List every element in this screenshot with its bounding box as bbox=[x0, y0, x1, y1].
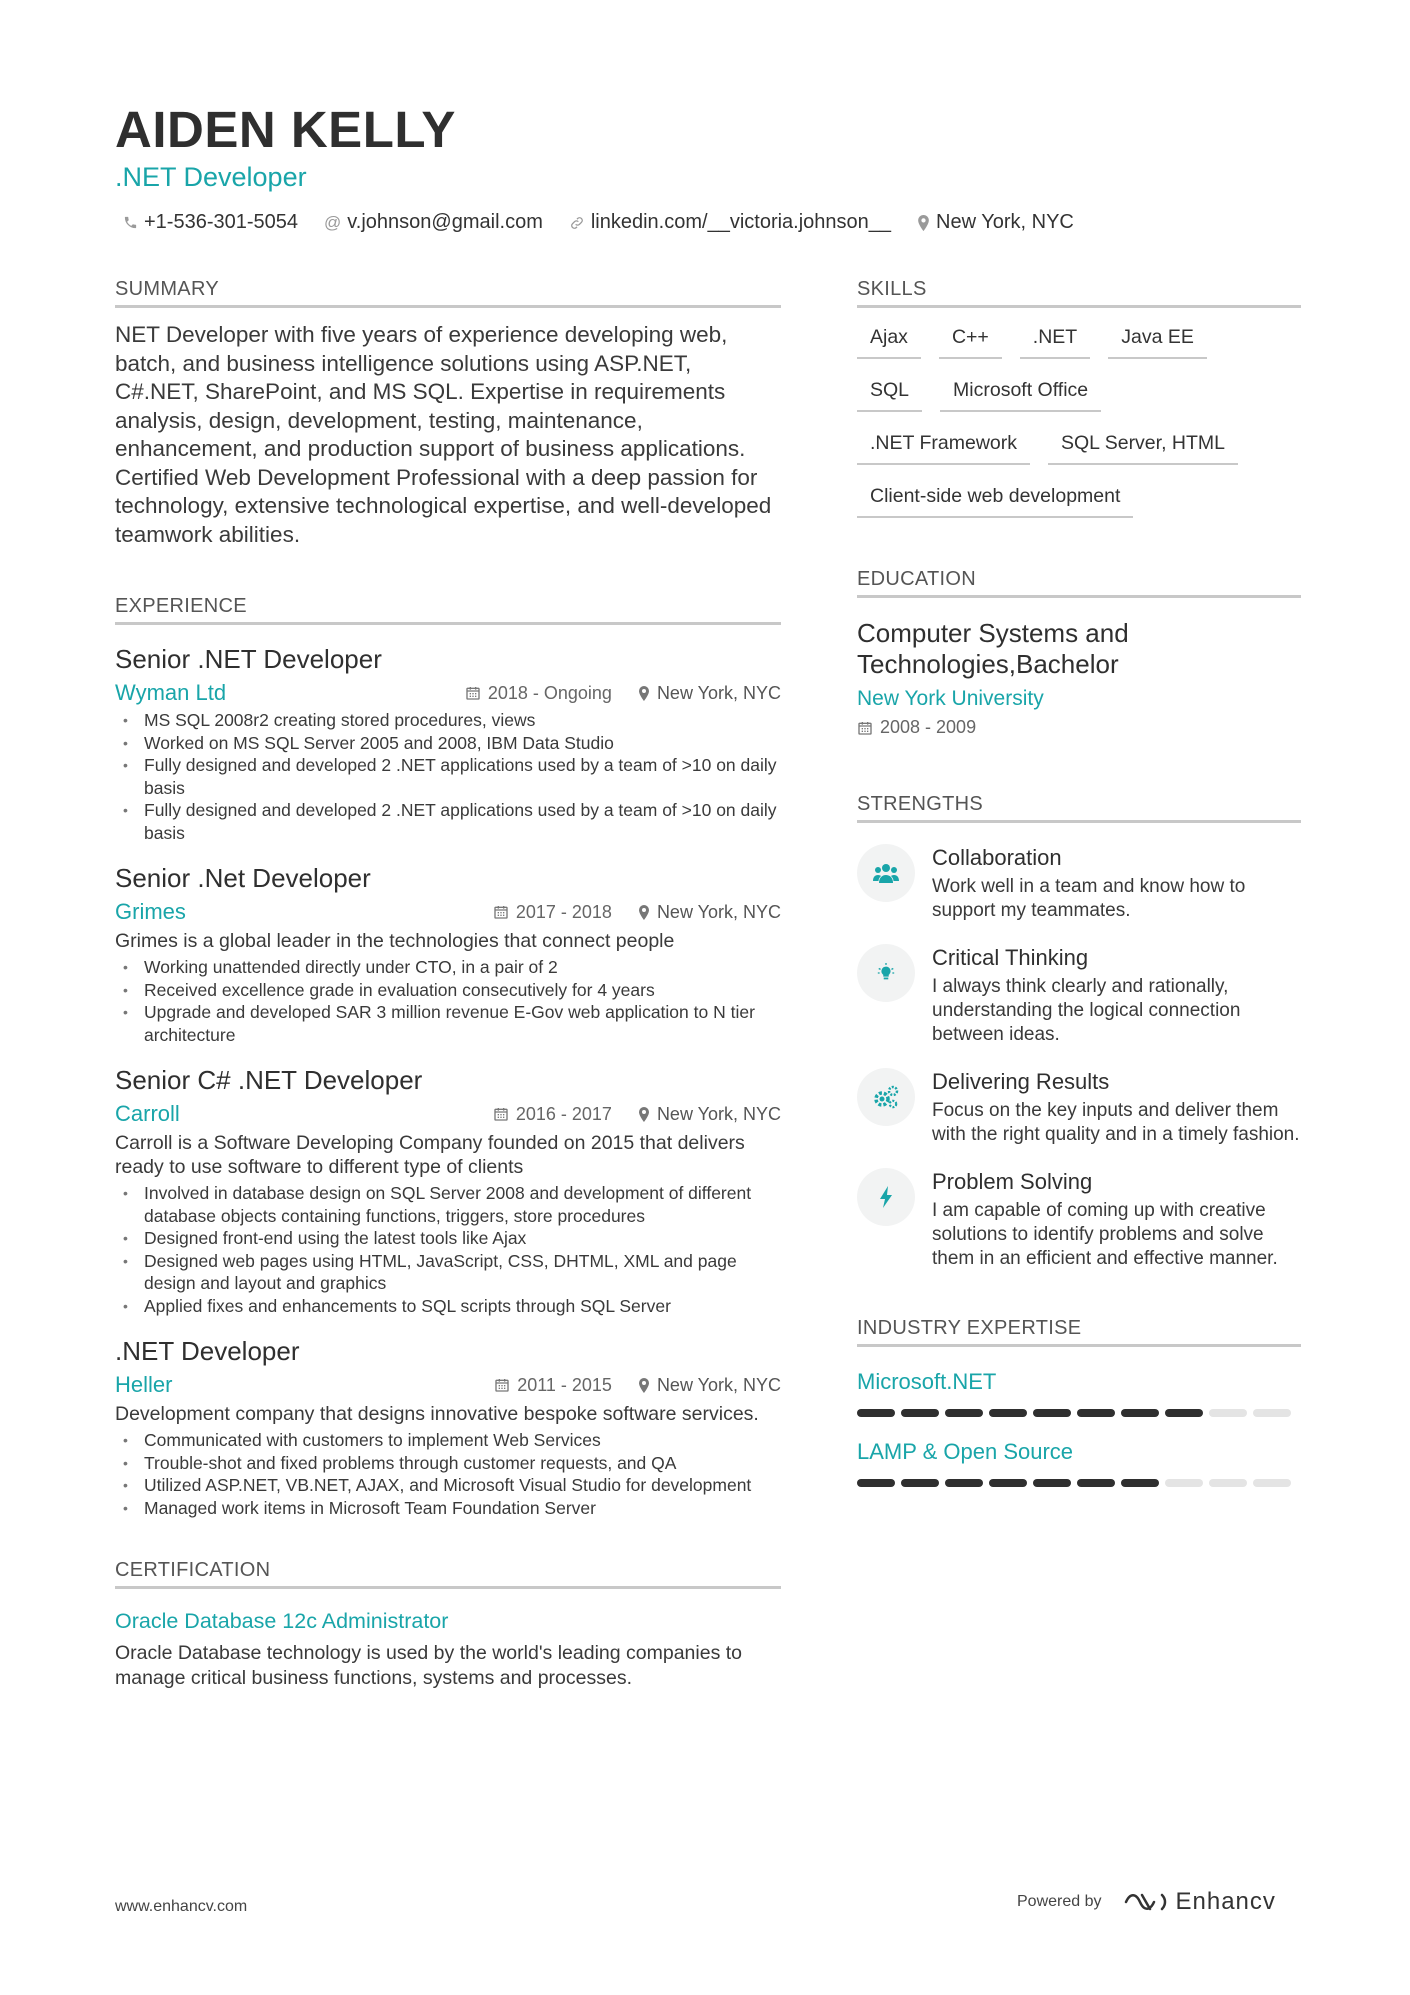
job-location-text: New York, NYC bbox=[656, 682, 781, 703]
job-title: Senior C# .NET Developer bbox=[115, 1065, 423, 1095]
strength-description: I am capable of coming up with creative solutions to identify problems and solve them in an efficient and effective manner. bbox=[932, 1200, 1278, 1269]
job-dates bbox=[493, 1104, 612, 1125]
level-dot bbox=[1121, 1479, 1159, 1487]
job-location bbox=[638, 1104, 781, 1125]
at-icon: @ bbox=[324, 212, 342, 232]
job-meta bbox=[115, 1101, 781, 1127]
job-dates-text: 2011 - 2015 bbox=[517, 1374, 612, 1395]
strength-title: Critical Thinking bbox=[932, 945, 1089, 970]
job-bullet: • Utilized ASP.NET, VB.NET, AJAX, and Microsoft Visual Studio for development bbox=[115, 1474, 781, 1497]
strength-item bbox=[857, 844, 1301, 923]
job-bullet: • MS SQL 2008r2 creating stored procedures, views bbox=[115, 709, 781, 732]
phone-icon bbox=[123, 215, 138, 230]
contact-linkedin[interactable] bbox=[569, 211, 891, 234]
location-pin-icon bbox=[638, 905, 650, 920]
footer-powered-by bbox=[1017, 1888, 1276, 1916]
job-bullet: • Upgrade and developed SAR 3 million revenue E-Gov web application to N tier architecture bbox=[115, 1001, 781, 1046]
strengths-list bbox=[857, 844, 1301, 1271]
strength-item bbox=[857, 1168, 1301, 1271]
job-bullet: • Designed front-end using the latest tools like Ajax bbox=[115, 1227, 781, 1250]
job-bullets bbox=[115, 1429, 781, 1519]
experience-list bbox=[115, 643, 781, 1519]
level-dot bbox=[945, 1409, 983, 1417]
powered-by-text: Powered by bbox=[1017, 1893, 1102, 1910]
job-bullet: • Designed web pages using HTML, JavaScript, CSS, DHTML, XML and page design and layout and graphics bbox=[115, 1250, 781, 1295]
skills-list bbox=[857, 318, 1301, 530]
job-bullets bbox=[115, 1182, 781, 1317]
job-meta-right bbox=[468, 1375, 781, 1396]
location-pin-icon bbox=[917, 215, 930, 231]
skill-tag: SQL bbox=[857, 371, 922, 412]
strength-title: Delivering Results bbox=[932, 1069, 1110, 1094]
strength-body bbox=[932, 844, 1301, 923]
link-icon bbox=[569, 215, 585, 231]
job-description: Carroll is a Software Developing Company founded on 2015 that delivers ready to use software to different type of clients bbox=[115, 1132, 745, 1178]
education-dates-text: 2008 - 2009 bbox=[880, 717, 977, 737]
job-company: Carroll bbox=[115, 1101, 180, 1126]
level-dot bbox=[901, 1479, 939, 1487]
enhancv-logo[interactable] bbox=[1124, 1888, 1276, 1916]
level-dot bbox=[1033, 1409, 1071, 1417]
job-company: Heller bbox=[115, 1372, 173, 1397]
job-bullet: • Trouble-shot and fixed problems through customer requests, and QA bbox=[115, 1452, 781, 1475]
level-dot bbox=[1121, 1409, 1159, 1417]
calendar-icon bbox=[465, 685, 481, 701]
contact-location bbox=[917, 211, 1074, 234]
contact-bar bbox=[123, 211, 1100, 234]
certification-description: Oracle Database technology is used by the world's leading companies to manage critical business functions, systems and processes. bbox=[115, 1642, 742, 1689]
calendar-icon bbox=[493, 904, 509, 920]
job-dates bbox=[493, 902, 612, 923]
job-meta bbox=[115, 899, 781, 925]
certification-name: Oracle Database 12c Administrator bbox=[115, 1609, 449, 1633]
job-entry bbox=[115, 862, 781, 1046]
skill-tag: Client-side web development bbox=[857, 477, 1133, 518]
job-title: .NET Developer bbox=[115, 1336, 300, 1366]
skill-tag: SQL Server, HTML bbox=[1048, 424, 1238, 465]
level-dot bbox=[857, 1409, 895, 1417]
industry-expertise-list bbox=[857, 1369, 1301, 1487]
level-dot bbox=[1165, 1409, 1203, 1417]
strength-description: Focus on the key inputs and deliver them with the right quality and in a timely fashion. bbox=[932, 1100, 1300, 1145]
strength-body bbox=[932, 1168, 1301, 1271]
job-bullet: • Fully designed and developed 2 .NET applications used by a team of >10 on daily basis bbox=[115, 754, 781, 799]
job-dates bbox=[465, 683, 612, 704]
location-pin-icon bbox=[638, 1378, 650, 1393]
candidate-role: .NET Developer bbox=[115, 162, 307, 192]
bolt-icon bbox=[857, 1168, 915, 1226]
industry-name: Microsoft.NET bbox=[857, 1369, 997, 1394]
location-text: New York, NYC bbox=[936, 211, 1074, 233]
job-bullet: • Fully designed and developed 2 .NET applications used by a team of >10 on daily basis bbox=[115, 799, 781, 844]
job-dates-text: 2016 - 2017 bbox=[515, 1103, 612, 1124]
job-location-text: New York, NYC bbox=[656, 1103, 781, 1124]
skills-heading: SKILLS bbox=[857, 278, 1301, 308]
job-dates-text: 2018 - Ongoing bbox=[487, 682, 612, 703]
job-bullet: • Involved in database design on SQL Server 2008 and development of different database objects containing functions, triggers, store procedures bbox=[115, 1182, 781, 1227]
industry-level-bar bbox=[857, 1479, 1301, 1487]
job-location bbox=[638, 683, 781, 704]
certification-heading: CERTIFICATION bbox=[115, 1559, 781, 1589]
enhancv-logo-mark-icon bbox=[1124, 1891, 1168, 1913]
job-dates bbox=[494, 1375, 612, 1396]
calendar-icon bbox=[494, 1377, 510, 1393]
linkedin-text: linkedin.com/__victoria.johnson__ bbox=[590, 211, 892, 233]
level-dot bbox=[901, 1409, 939, 1417]
skill-tag: .NET Framework bbox=[857, 424, 1030, 465]
job-dates-text: 2017 - 2018 bbox=[515, 901, 612, 922]
education-heading: EDUCATION bbox=[857, 568, 1301, 598]
job-bullet: • Applied fixes and enhancements to SQL scripts through SQL Server bbox=[115, 1295, 781, 1318]
level-dot bbox=[857, 1479, 895, 1487]
strength-description: Work well in a team and know how to support my teammates. bbox=[932, 876, 1246, 921]
job-meta bbox=[115, 680, 781, 706]
left-column bbox=[115, 278, 781, 1690]
job-bullet: • Communicated with customers to implement Web Services bbox=[115, 1429, 781, 1452]
job-bullets bbox=[115, 709, 781, 844]
level-dot bbox=[1165, 1479, 1203, 1487]
level-dot bbox=[1209, 1409, 1247, 1417]
job-entry bbox=[115, 643, 781, 844]
people-icon bbox=[857, 844, 915, 902]
strength-description: I always think clearly and rationally, understanding the logical connection between ideas. bbox=[932, 976, 1241, 1045]
right-column bbox=[857, 278, 1301, 1487]
email-text: v.johnson@gmail.com bbox=[347, 211, 543, 233]
job-meta-right bbox=[467, 1104, 781, 1125]
industry-expertise-heading: INDUSTRY EXPERTISE bbox=[857, 1317, 1301, 1347]
experience-heading: EXPERIENCE bbox=[115, 595, 781, 625]
strength-title: Collaboration bbox=[932, 845, 1062, 870]
job-bullets bbox=[115, 956, 781, 1046]
job-entry bbox=[115, 1064, 781, 1317]
skill-tag: Ajax bbox=[857, 318, 921, 359]
strength-body bbox=[932, 1068, 1301, 1147]
industry-item bbox=[857, 1369, 1301, 1417]
strengths-heading: STRENGTHS bbox=[857, 793, 1301, 823]
strength-body bbox=[932, 944, 1301, 1047]
education-dates bbox=[857, 717, 1301, 738]
calendar-icon bbox=[857, 720, 873, 736]
job-location-text: New York, NYC bbox=[656, 901, 781, 922]
footer-website[interactable]: www.enhancv.com bbox=[115, 1898, 248, 1915]
job-bullet: • Worked on MS SQL Server 2005 and 2008, IBM Data Studio bbox=[115, 732, 781, 755]
job-location bbox=[638, 902, 781, 923]
location-pin-icon bbox=[638, 1107, 650, 1122]
candidate-name: AIDEN KELLY bbox=[115, 101, 456, 158]
strength-title: Problem Solving bbox=[932, 1169, 1093, 1194]
level-dot bbox=[945, 1479, 983, 1487]
job-meta-right bbox=[467, 902, 781, 923]
job-location bbox=[638, 1375, 781, 1396]
skill-tag: Java EE bbox=[1108, 318, 1207, 359]
skill-tag: Microsoft Office bbox=[940, 371, 1101, 412]
calendar-icon bbox=[493, 1106, 509, 1122]
skill-tag: .NET bbox=[1020, 318, 1090, 359]
contact-email[interactable] bbox=[324, 211, 543, 234]
education-school: New York University bbox=[857, 687, 1044, 710]
level-dot bbox=[1253, 1479, 1291, 1487]
job-bullet: • Working unattended directly under CTO, in a pair of 2 bbox=[115, 956, 781, 979]
job-meta bbox=[115, 1372, 781, 1398]
job-bullet: • Received excellence grade in evaluation consecutively for 4 years bbox=[115, 979, 781, 1002]
enhancv-logo-text: Enhancv bbox=[1175, 1888, 1276, 1915]
job-title: Senior .Net Developer bbox=[115, 863, 371, 893]
industry-item bbox=[857, 1439, 1301, 1487]
level-dot bbox=[989, 1409, 1027, 1417]
job-location-text: New York, NYC bbox=[656, 1374, 781, 1395]
level-dot bbox=[1077, 1479, 1115, 1487]
industry-name: LAMP & Open Source bbox=[857, 1439, 1074, 1464]
job-company: Grimes bbox=[115, 899, 186, 924]
level-dot bbox=[1077, 1409, 1115, 1417]
level-dot bbox=[1209, 1479, 1247, 1487]
job-description: Development company that designs innovative bespoke software services. bbox=[115, 1403, 759, 1425]
industry-level-bar bbox=[857, 1409, 1301, 1417]
job-company: Wyman Ltd bbox=[115, 680, 227, 705]
location-pin-icon bbox=[638, 686, 650, 701]
job-bullet: • Managed work items in Microsoft Team Foundation Server bbox=[115, 1497, 781, 1520]
education-degree: Computer Systems and Technologies,Bachelor bbox=[857, 618, 1129, 679]
job-entry bbox=[115, 1335, 781, 1519]
lightbulb-icon bbox=[857, 944, 915, 1002]
contact-phone[interactable] bbox=[123, 211, 298, 234]
level-dot bbox=[989, 1479, 1027, 1487]
skill-tag: C++ bbox=[939, 318, 1002, 359]
summary-text: NET Developer with five years of experience developing web, batch, and business intelligence solutions using ASP.NET, C#.NET, SharePoint, and MS SQL. Expertise in requirements analysis, design, development, testing, maintenance, enhancement, and production support of business applications. Certified Web Development Professional with a deep passion for technology, extensive technological expertise, and well-developed teamwork abilities. bbox=[115, 322, 772, 547]
job-meta-right bbox=[439, 683, 781, 704]
job-title: Senior .NET Developer bbox=[115, 644, 382, 674]
level-dot bbox=[1253, 1409, 1291, 1417]
summary-heading: SUMMARY bbox=[115, 278, 781, 308]
level-dot bbox=[1033, 1479, 1071, 1487]
strength-item bbox=[857, 1068, 1301, 1147]
gears-icon bbox=[857, 1068, 915, 1126]
phone-text: +1-536-301-5054 bbox=[144, 211, 299, 233]
strength-item bbox=[857, 944, 1301, 1047]
job-description: Grimes is a global leader in the technologies that connect people bbox=[115, 930, 675, 952]
